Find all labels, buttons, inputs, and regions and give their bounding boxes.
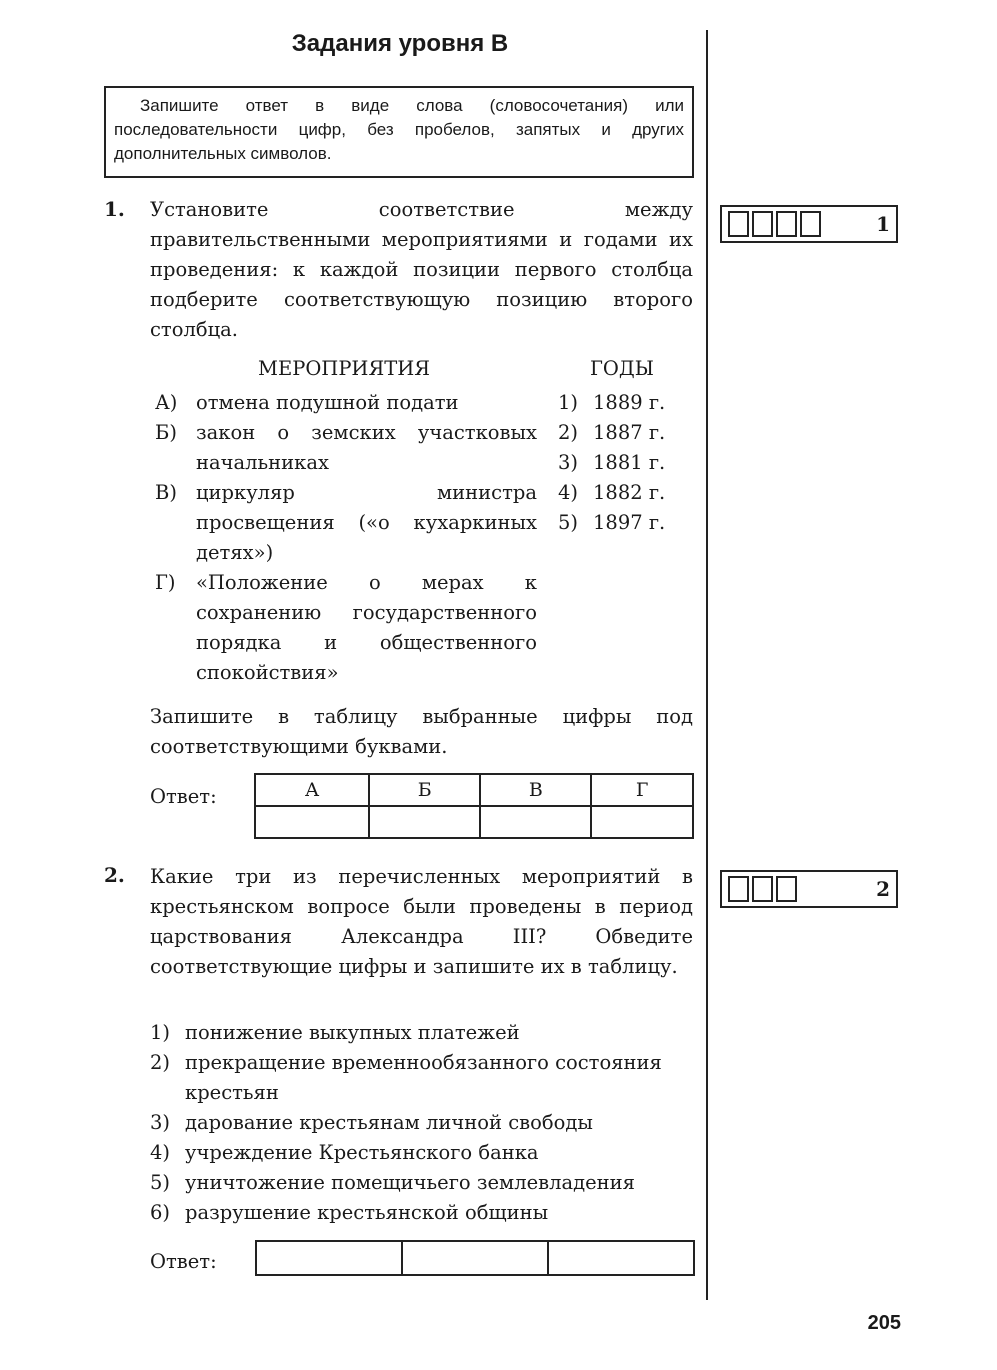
- task1-years-header: ГОДЫ: [590, 357, 654, 380]
- event-item: Б) закон о земских участковых начальниках: [155, 421, 537, 474]
- option-item: 3) дарование крестьянам личной свободы: [150, 1111, 593, 1134]
- answer-header-v: В: [480, 774, 591, 806]
- answer-cell-g[interactable]: [591, 806, 693, 838]
- answer-cell-a[interactable]: [255, 806, 369, 838]
- option-item: 5) уничтожение помещичьего землевладения: [150, 1171, 635, 1194]
- task2-margin-answer-box[interactable]: [720, 870, 898, 908]
- margin-cell[interactable]: [800, 211, 821, 237]
- option-item: 2) прекращение временнообязанного состояния крестьян: [150, 1051, 662, 1104]
- year-item: 1) 1889 г.: [558, 391, 666, 414]
- section-title: Задания уровня В: [291, 30, 509, 57]
- answer-cell-b[interactable]: [369, 806, 480, 838]
- margin-cell[interactable]: [728, 876, 749, 902]
- task1-events-header: МЕРОПРИЯТИЯ: [258, 357, 430, 380]
- option-item: 4) учреждение Крестьянского банка: [150, 1141, 539, 1164]
- option-item: 1) понижение выкупных платежей: [150, 1021, 520, 1044]
- task1-write-instruction: Запишите в таблицу выбранные цифры под соответствующими буквами.: [150, 705, 693, 758]
- answer-cell-v[interactable]: [480, 806, 591, 838]
- answer-cell-2[interactable]: [402, 1241, 548, 1275]
- year-item: 5) 1897 г.: [558, 511, 666, 534]
- task1-margin-number: 1: [876, 212, 890, 236]
- task1-answer-table: [254, 773, 694, 839]
- instruction-text: Запишите ответ в виде слова (словосочетания) или последовательности цифр, без пробелов, запятых и других дополнительных символов.: [114, 96, 684, 163]
- task1-number: 1.: [104, 197, 125, 221]
- margin-cell[interactable]: [776, 876, 797, 902]
- task1-answer-label: Ответ:: [150, 785, 217, 808]
- year-item: 2) 1887 г.: [558, 421, 666, 444]
- margin-cell[interactable]: [776, 211, 797, 237]
- task1-margin-answer-box[interactable]: [720, 205, 898, 243]
- year-item: 3) 1881 г.: [558, 451, 666, 474]
- answer-header-a: А: [255, 774, 369, 806]
- task2-answer-label: Ответ:: [150, 1250, 217, 1273]
- task1-question: Установите соответствие между правительственными мероприятиями и годами их проведения: к каждой позиции первого столбца подберите соответствующую позицию второго столбца.: [150, 198, 693, 341]
- answer-header-g: Г: [591, 774, 693, 806]
- instruction-box: [104, 86, 694, 178]
- margin-cell[interactable]: [728, 211, 749, 237]
- task2-options-list: [150, 1018, 695, 1228]
- task2-margin-number: 2: [876, 877, 890, 901]
- year-item: 4) 1882 г.: [558, 481, 666, 504]
- task1-years-list: [558, 388, 688, 538]
- answer-cell-3[interactable]: [548, 1241, 694, 1275]
- option-item: 6) разрушение крестьянской общины: [150, 1201, 549, 1224]
- answer-cell-1[interactable]: [256, 1241, 402, 1275]
- event-item: Г) «Положение о мерах к сохранению государственного порядка и общественного спокойствия»: [155, 571, 537, 684]
- task1-events-list: [155, 388, 537, 688]
- margin-cell[interactable]: [752, 211, 773, 237]
- task2-answer-table: [255, 1240, 695, 1276]
- task2-number: 2.: [104, 863, 125, 887]
- answer-header-b: Б: [369, 774, 480, 806]
- event-item: А) отмена подушной подати: [155, 391, 459, 414]
- margin-cell[interactable]: [752, 876, 773, 902]
- event-item: В) циркуляр министра просвещения («о кухаркиных детях»): [155, 481, 537, 564]
- page-number: 205: [867, 1312, 901, 1334]
- task2-question: Какие три из перечисленных мероприятий в крестьянском вопросе были проведены в период царствования Александра III? Обведите соответствующие цифры и запишите их в таблицу.: [150, 865, 693, 978]
- margin-divider: [706, 30, 708, 1300]
